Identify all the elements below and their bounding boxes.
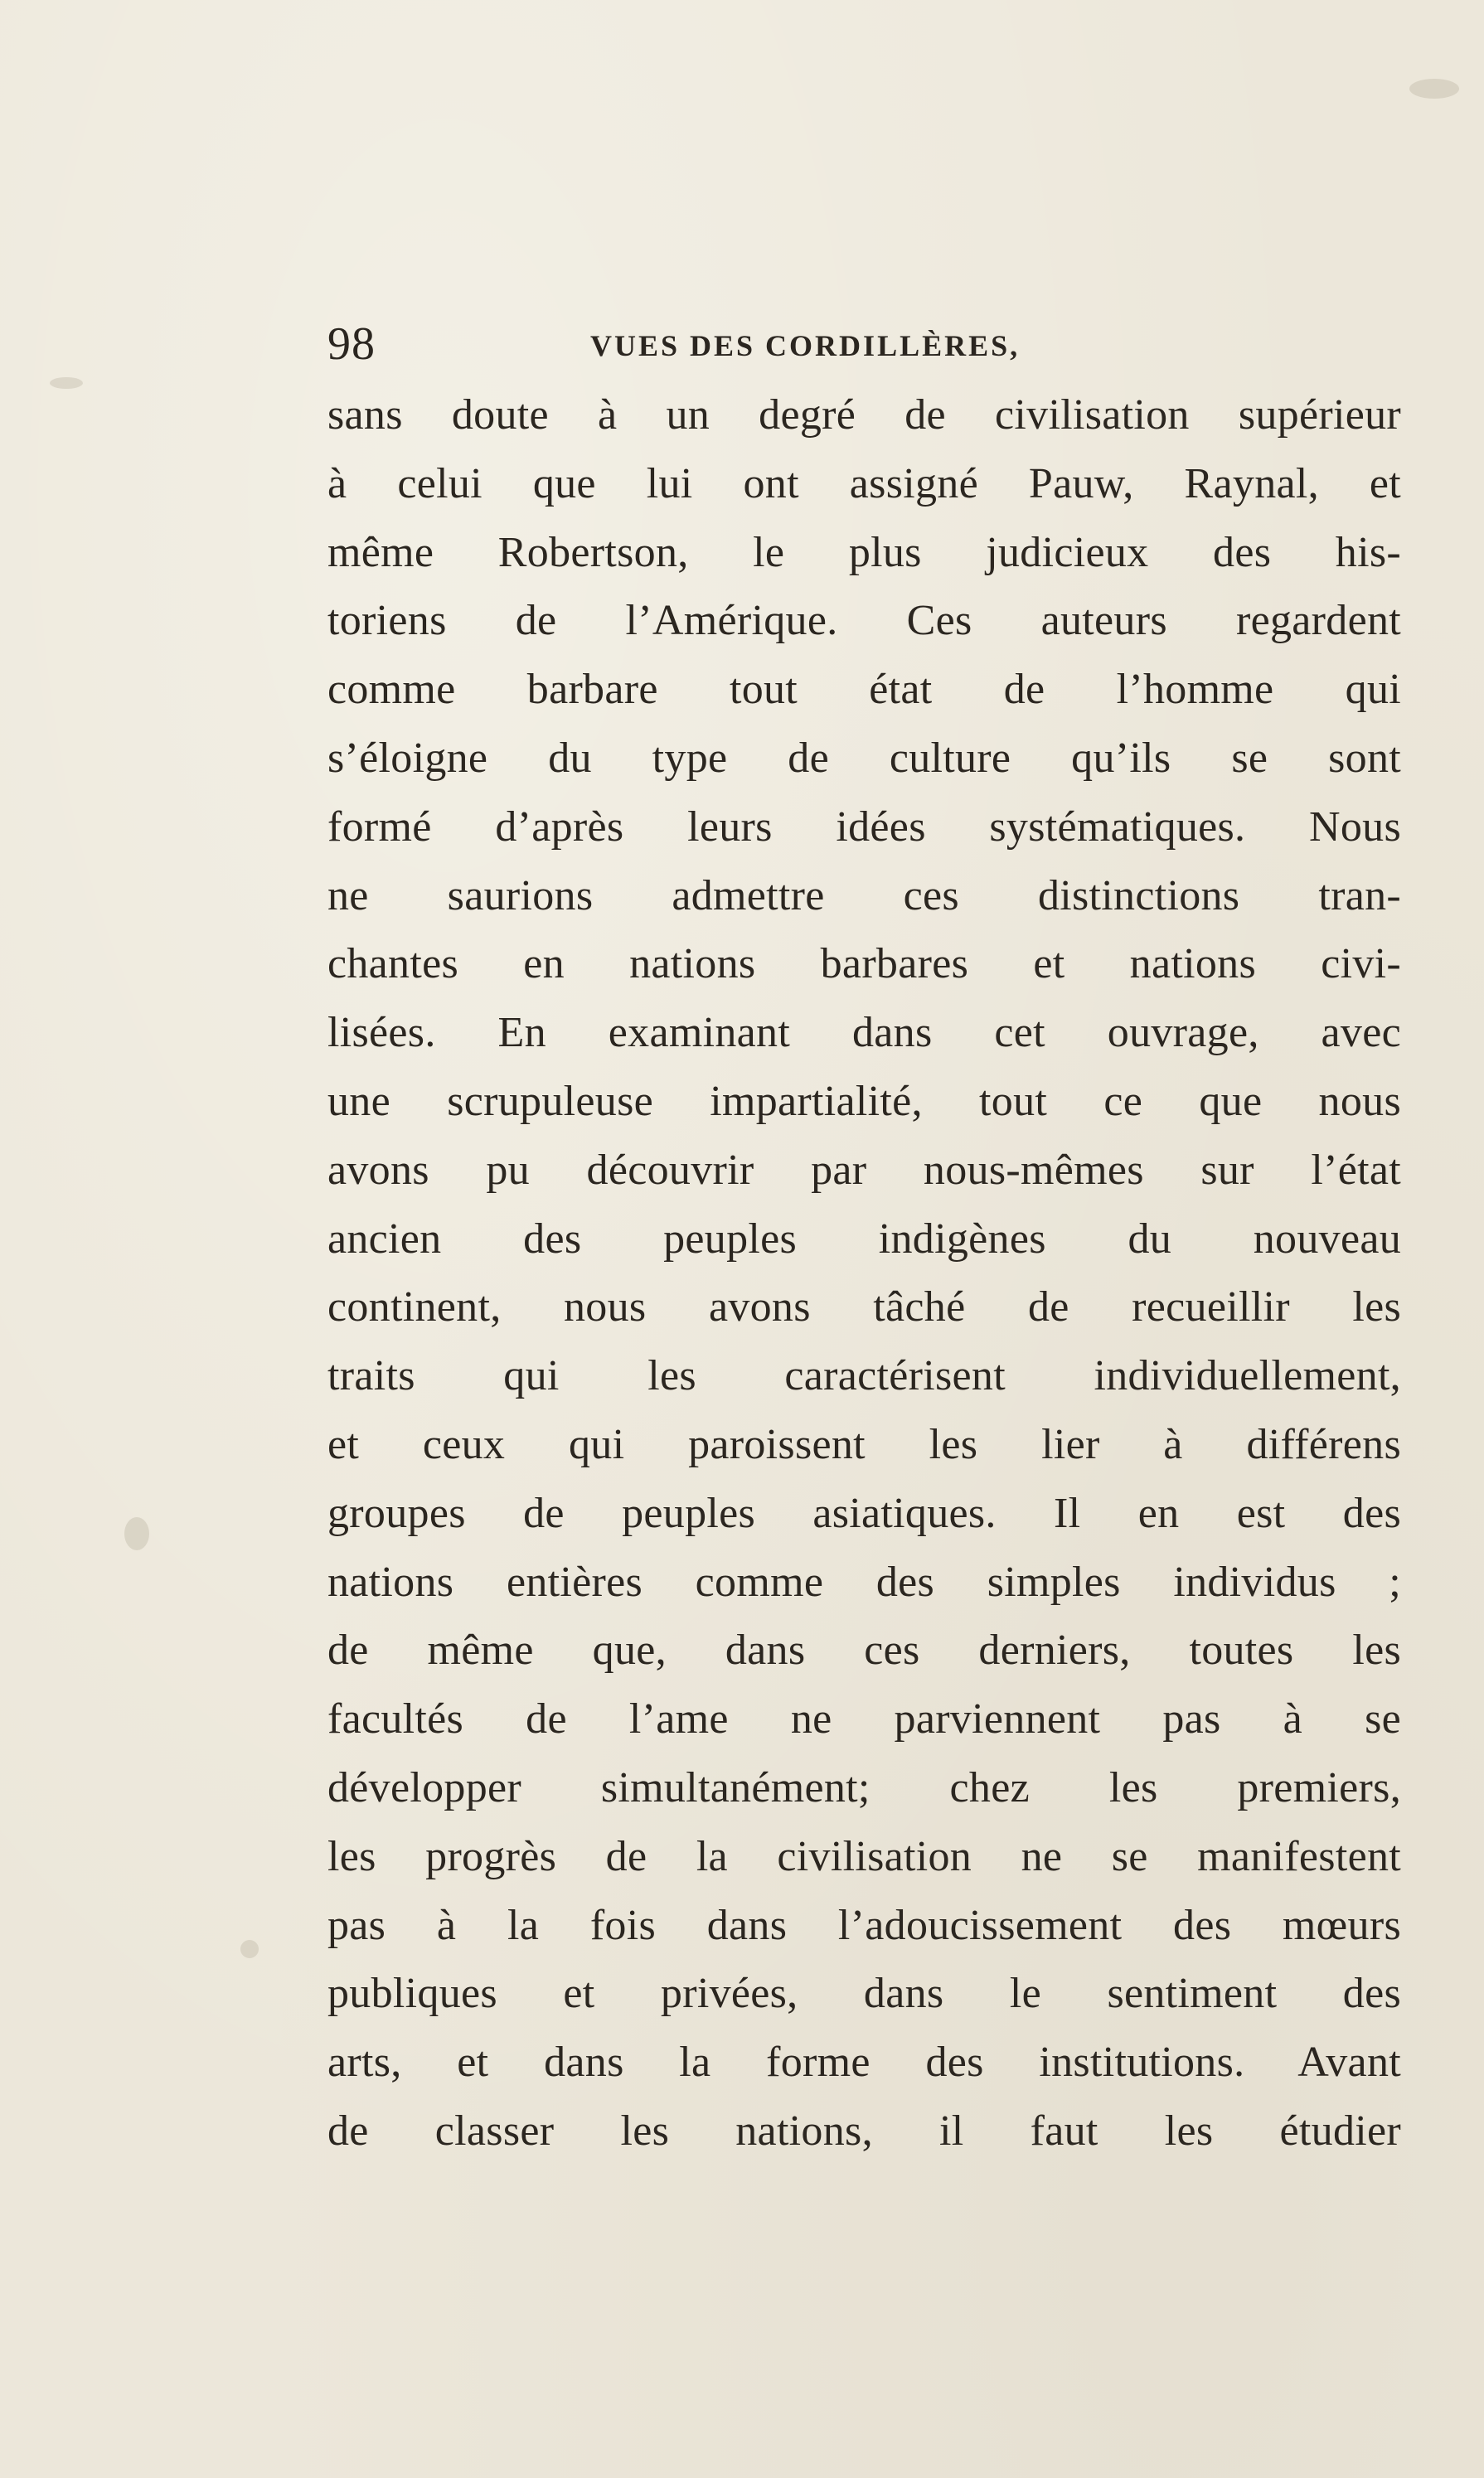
text-line: publiques et privées, dans le sentiment des xyxy=(327,1970,1401,2018)
text-line: formé d’après leurs idées systématiques. Nous xyxy=(327,803,1401,851)
paper-stain xyxy=(1409,79,1459,99)
text-line: ne saurions admettre ces distinctions tran- xyxy=(327,871,1401,919)
text-line: une scrupuleuse impartialité, tout ce que nous xyxy=(327,1077,1401,1125)
text-line: sans doute à un degré de civilisation supérieur xyxy=(327,391,1401,439)
text-line: toriens de l’Amérique. Ces auteurs regardent xyxy=(327,597,1401,645)
running-head: VUES DES CORDILLÈRES, xyxy=(590,329,1021,362)
page-header xyxy=(327,307,1405,381)
text-line: les progrès de la civilisation ne se manifestent xyxy=(327,1832,1401,1880)
paper-stain xyxy=(240,1940,259,1958)
text-line: chantes en nations barbares et nations civi- xyxy=(327,940,1401,988)
text-line: arts, et dans la forme des institutions. Avant xyxy=(327,2039,1401,2087)
text-line: s’éloigne du type de culture qu’ils se sont xyxy=(327,734,1401,782)
paper-stain xyxy=(50,377,83,389)
text-line: continent, nous avons tâché de recueillir les xyxy=(327,1283,1401,1331)
text-line: nations entières comme des simples individus ; xyxy=(327,1558,1401,1606)
page-number: 98 xyxy=(327,318,376,370)
text-line: de classer les nations, il faut les étudier xyxy=(327,2107,1401,2155)
text-line: ancien des peuples indigènes du nouveau xyxy=(327,1215,1401,1263)
text-line: de même que, dans ces derniers, toutes les xyxy=(327,1627,1401,1675)
body-text xyxy=(327,381,1401,2166)
text-line: lisées. En examinant dans cet ouvrage, avec xyxy=(327,1009,1401,1057)
text-line: traits qui les caractérisent individuellement, xyxy=(327,1352,1401,1400)
text-line: même Robertson, le plus judicieux des his- xyxy=(327,528,1401,576)
text-line: et ceux qui paroissent les lier à différens xyxy=(327,1420,1401,1468)
paper-stain xyxy=(124,1517,149,1550)
text-line: comme barbare tout état de l’homme qui xyxy=(327,666,1401,714)
text-line: facultés de l’ame ne parviennent pas à se xyxy=(327,1695,1401,1743)
text-line: groupes de peuples asiatiques. Il en est des xyxy=(327,1489,1401,1537)
text-line: à celui que lui ont assigné Pauw, Raynal, et xyxy=(327,459,1401,507)
text-line: pas à la fois dans l’adoucissement des mœurs xyxy=(327,1901,1401,1949)
text-line: développer simultanément; chez les premiers, xyxy=(327,1763,1401,1811)
text-line: avons pu découvrir par nous-mêmes sur l’état xyxy=(327,1146,1401,1194)
